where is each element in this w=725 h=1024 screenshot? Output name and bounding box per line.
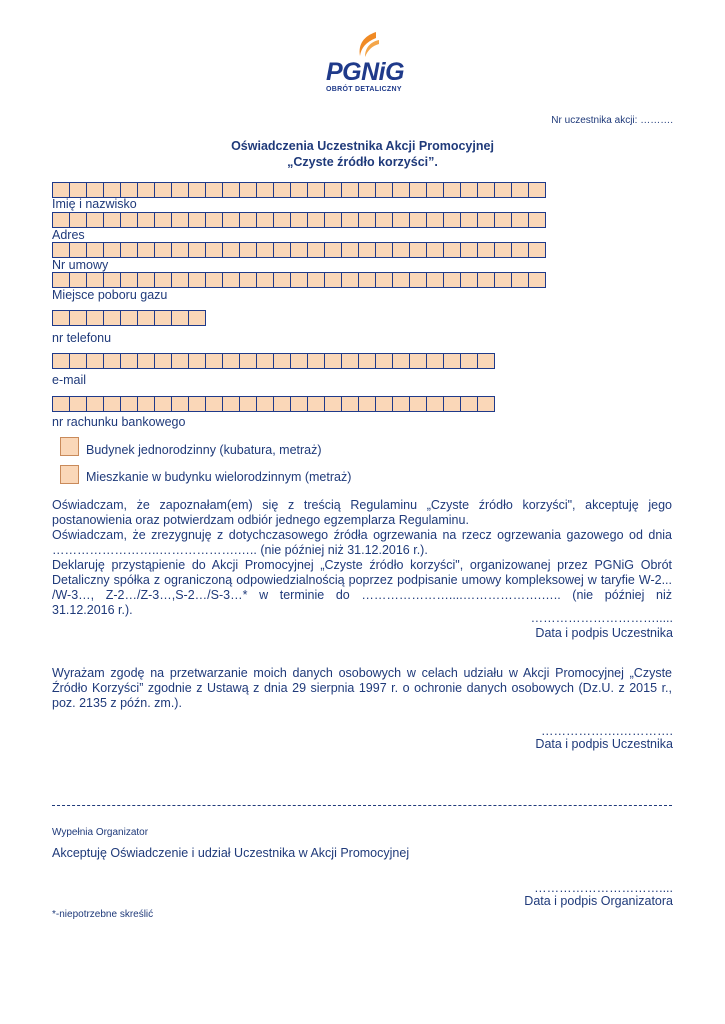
char-box[interactable] bbox=[69, 212, 87, 228]
char-box[interactable] bbox=[409, 396, 427, 412]
char-box[interactable] bbox=[511, 242, 529, 258]
flat-checkbox[interactable] bbox=[60, 465, 79, 484]
char-box[interactable] bbox=[375, 212, 393, 228]
name-label: Imię i nazwisko bbox=[52, 197, 137, 211]
logo-subtitle: OBRÓT DETALICZNY bbox=[326, 86, 402, 93]
char-box[interactable] bbox=[409, 272, 427, 288]
char-box[interactable] bbox=[477, 212, 495, 228]
char-box[interactable] bbox=[69, 272, 87, 288]
char-box[interactable] bbox=[443, 272, 461, 288]
char-box[interactable] bbox=[511, 182, 529, 198]
char-box[interactable] bbox=[103, 310, 121, 326]
char-box[interactable] bbox=[103, 353, 121, 369]
organizer-note: Wypełnia Organizator bbox=[52, 827, 149, 838]
char-box[interactable] bbox=[426, 353, 444, 369]
flame-icon bbox=[352, 30, 382, 60]
char-box[interactable] bbox=[188, 396, 206, 412]
char-box[interactable] bbox=[341, 353, 359, 369]
char-box[interactable] bbox=[256, 353, 274, 369]
char-box[interactable] bbox=[307, 272, 325, 288]
char-box[interactable] bbox=[86, 272, 104, 288]
char-box[interactable] bbox=[154, 182, 172, 198]
char-box[interactable] bbox=[171, 242, 189, 258]
char-box[interactable] bbox=[52, 272, 70, 288]
signature-dots-3: ………………………….... bbox=[534, 881, 673, 895]
house-option-label: Budynek jednorodzinny (kubatura, metraż) bbox=[86, 443, 322, 457]
char-box[interactable] bbox=[86, 353, 104, 369]
char-box[interactable] bbox=[239, 272, 257, 288]
organizer-accept: Akceptuję Oświadczenie i udział Uczestnika w Akcji Promocyjnej bbox=[52, 846, 410, 860]
char-box[interactable] bbox=[341, 212, 359, 228]
char-box[interactable] bbox=[273, 242, 291, 258]
footnote: *-niepotrzebne skreślić bbox=[52, 909, 154, 920]
signature-label-2: Data i podpis Uczestnika bbox=[535, 737, 673, 751]
char-box[interactable] bbox=[188, 242, 206, 258]
char-box[interactable] bbox=[392, 182, 410, 198]
char-box[interactable] bbox=[120, 272, 138, 288]
char-box[interactable] bbox=[69, 310, 87, 326]
char-box[interactable] bbox=[477, 182, 495, 198]
char-box[interactable] bbox=[137, 396, 155, 412]
char-box[interactable] bbox=[443, 353, 461, 369]
char-box[interactable] bbox=[171, 182, 189, 198]
char-box[interactable] bbox=[477, 396, 495, 412]
gas-point-boxes[interactable] bbox=[52, 272, 545, 288]
char-box[interactable] bbox=[239, 182, 257, 198]
char-box[interactable] bbox=[273, 396, 291, 412]
char-box[interactable] bbox=[188, 182, 206, 198]
page-title: Oświadczenia Uczestnika Akcji Promocyjnej bbox=[231, 139, 494, 153]
char-box[interactable] bbox=[103, 212, 121, 228]
char-box[interactable] bbox=[409, 182, 427, 198]
char-box[interactable] bbox=[120, 396, 138, 412]
char-box[interactable] bbox=[86, 182, 104, 198]
char-box[interactable] bbox=[494, 242, 512, 258]
char-box[interactable] bbox=[154, 272, 172, 288]
contract-label: Nr umowy bbox=[52, 258, 109, 272]
char-box[interactable] bbox=[426, 182, 444, 198]
char-box[interactable] bbox=[341, 272, 359, 288]
char-box[interactable] bbox=[324, 242, 342, 258]
char-box[interactable] bbox=[494, 212, 512, 228]
char-box[interactable] bbox=[290, 272, 308, 288]
char-box[interactable] bbox=[426, 396, 444, 412]
char-box[interactable] bbox=[86, 396, 104, 412]
char-box[interactable] bbox=[120, 242, 138, 258]
char-box[interactable] bbox=[137, 242, 155, 258]
signature-dots-1: …………………………..... bbox=[530, 611, 673, 625]
char-box[interactable] bbox=[273, 182, 291, 198]
char-box[interactable] bbox=[120, 353, 138, 369]
char-box[interactable] bbox=[69, 242, 87, 258]
char-box[interactable] bbox=[222, 242, 240, 258]
char-box[interactable] bbox=[392, 242, 410, 258]
char-box[interactable] bbox=[511, 212, 529, 228]
declaration-join: Deklaruję przystąpienie do Akcji Promocyjnej „Czyste źródło korzyści", organizowanej przez PGNiG Obrót Detaliczny spółka z ograniczoną odpowiedzialnością poprzez podpisanie umowy kompleksowej w taryfie W-2... /W-3…, Z-2…/Z-3…,S-2…/S-3…* w terminie do …………………....……………….….. (nie później niż 31.12.2016 r.). bbox=[52, 558, 672, 617]
char-box[interactable] bbox=[528, 242, 546, 258]
char-box[interactable] bbox=[256, 242, 274, 258]
char-box[interactable] bbox=[205, 396, 223, 412]
char-box[interactable] bbox=[290, 182, 308, 198]
char-box[interactable] bbox=[392, 353, 410, 369]
char-box[interactable] bbox=[477, 353, 495, 369]
char-box[interactable] bbox=[188, 310, 206, 326]
char-box[interactable] bbox=[137, 353, 155, 369]
char-box[interactable] bbox=[52, 182, 70, 198]
char-box[interactable] bbox=[375, 396, 393, 412]
gas-point-label: Miejsce poboru gazu bbox=[52, 288, 168, 302]
char-box[interactable] bbox=[137, 310, 155, 326]
char-box[interactable] bbox=[409, 212, 427, 228]
char-box[interactable] bbox=[256, 182, 274, 198]
char-box[interactable] bbox=[154, 242, 172, 258]
char-box[interactable] bbox=[477, 272, 495, 288]
char-box[interactable] bbox=[154, 310, 172, 326]
char-box[interactable] bbox=[290, 353, 308, 369]
char-box[interactable] bbox=[341, 242, 359, 258]
char-box[interactable] bbox=[52, 310, 70, 326]
house-checkbox[interactable] bbox=[60, 437, 79, 456]
char-box[interactable] bbox=[86, 242, 104, 258]
char-box[interactable] bbox=[477, 242, 495, 258]
char-box[interactable] bbox=[103, 182, 121, 198]
char-box[interactable] bbox=[52, 353, 70, 369]
char-box[interactable] bbox=[307, 396, 325, 412]
char-box[interactable] bbox=[171, 310, 189, 326]
char-box[interactable] bbox=[426, 272, 444, 288]
address-boxes[interactable] bbox=[52, 212, 545, 228]
char-box[interactable] bbox=[222, 182, 240, 198]
char-box[interactable] bbox=[494, 182, 512, 198]
char-box[interactable] bbox=[358, 272, 376, 288]
address-label: Adres bbox=[52, 228, 85, 242]
flat-option-label: Mieszkanie w budynku wielorodzinnym (metraż) bbox=[86, 470, 352, 484]
char-box[interactable] bbox=[120, 182, 138, 198]
signature-label-1: Data i podpis Uczestnika bbox=[535, 626, 673, 640]
char-box[interactable] bbox=[239, 212, 257, 228]
char-box[interactable] bbox=[273, 353, 291, 369]
phone-label: nr telefonu bbox=[52, 331, 112, 345]
char-box[interactable] bbox=[324, 396, 342, 412]
char-box[interactable] bbox=[222, 272, 240, 288]
char-box[interactable] bbox=[511, 272, 529, 288]
char-box[interactable] bbox=[392, 212, 410, 228]
char-box[interactable] bbox=[392, 396, 410, 412]
char-box[interactable] bbox=[460, 272, 478, 288]
char-box[interactable] bbox=[137, 182, 155, 198]
char-box[interactable] bbox=[443, 242, 461, 258]
char-box[interactable] bbox=[69, 396, 87, 412]
char-box[interactable] bbox=[324, 272, 342, 288]
char-box[interactable] bbox=[205, 212, 223, 228]
char-box[interactable] bbox=[171, 396, 189, 412]
char-box[interactable] bbox=[188, 212, 206, 228]
char-box[interactable] bbox=[205, 353, 223, 369]
participant-number: Nr uczestnika akcji: ………. bbox=[551, 115, 673, 126]
char-box[interactable] bbox=[103, 272, 121, 288]
char-box[interactable] bbox=[137, 212, 155, 228]
char-box[interactable] bbox=[375, 272, 393, 288]
char-box[interactable] bbox=[324, 353, 342, 369]
email-label: e-mail bbox=[52, 373, 87, 387]
char-box[interactable] bbox=[256, 396, 274, 412]
char-box[interactable] bbox=[154, 212, 172, 228]
email-boxes[interactable] bbox=[52, 353, 494, 369]
name-boxes[interactable] bbox=[52, 182, 545, 198]
char-box[interactable] bbox=[69, 353, 87, 369]
bank-boxes[interactable] bbox=[52, 396, 494, 412]
char-box[interactable] bbox=[324, 212, 342, 228]
char-box[interactable] bbox=[273, 272, 291, 288]
contract-boxes[interactable] bbox=[52, 242, 545, 258]
char-box[interactable] bbox=[460, 212, 478, 228]
char-box[interactable] bbox=[494, 272, 512, 288]
char-box[interactable] bbox=[256, 272, 274, 288]
char-box[interactable] bbox=[239, 396, 257, 412]
char-box[interactable] bbox=[86, 212, 104, 228]
page-subtitle: „Czyste źródło korzyści”. bbox=[287, 155, 438, 169]
char-box[interactable] bbox=[86, 310, 104, 326]
cut-line bbox=[52, 805, 672, 806]
char-box[interactable] bbox=[443, 396, 461, 412]
char-box[interactable] bbox=[409, 242, 427, 258]
consent-text: Wyrażam zgodę na przetwarzanie moich danych osobowych w celach udziału w Akcji Promocyjnej „Czyste Źródło Korzyści” zgodnie z Ustawą z dnia 29 sierpnia 1997 r. o ochronie danych osobowych (Dz.U. z 2015 r., poz. 2135 z późn. zm.). bbox=[52, 666, 672, 710]
char-box[interactable] bbox=[460, 396, 478, 412]
char-box[interactable] bbox=[205, 242, 223, 258]
char-box[interactable] bbox=[358, 212, 376, 228]
char-box[interactable] bbox=[290, 242, 308, 258]
char-box[interactable] bbox=[120, 310, 138, 326]
char-box[interactable] bbox=[392, 272, 410, 288]
char-box[interactable] bbox=[324, 182, 342, 198]
char-box[interactable] bbox=[154, 396, 172, 412]
char-box[interactable] bbox=[171, 272, 189, 288]
char-box[interactable] bbox=[528, 212, 546, 228]
char-box[interactable] bbox=[239, 242, 257, 258]
char-box[interactable] bbox=[222, 396, 240, 412]
char-box[interactable] bbox=[52, 396, 70, 412]
char-box[interactable] bbox=[52, 212, 70, 228]
char-box[interactable] bbox=[460, 242, 478, 258]
char-box[interactable] bbox=[273, 212, 291, 228]
char-box[interactable] bbox=[460, 353, 478, 369]
char-box[interactable] bbox=[222, 212, 240, 228]
char-box[interactable] bbox=[307, 242, 325, 258]
char-box[interactable] bbox=[69, 182, 87, 198]
logo-wordmark: PGNiG bbox=[326, 58, 405, 86]
char-box[interactable] bbox=[307, 353, 325, 369]
char-box[interactable] bbox=[205, 182, 223, 198]
char-box[interactable] bbox=[120, 212, 138, 228]
char-box[interactable] bbox=[528, 272, 546, 288]
char-box[interactable] bbox=[52, 242, 70, 258]
char-box[interactable] bbox=[256, 212, 274, 228]
char-box[interactable] bbox=[188, 353, 206, 369]
char-box[interactable] bbox=[375, 182, 393, 198]
char-box[interactable] bbox=[171, 212, 189, 228]
pgnig-logo bbox=[322, 30, 405, 96]
char-box[interactable] bbox=[426, 212, 444, 228]
char-box[interactable] bbox=[222, 353, 240, 369]
char-box[interactable] bbox=[358, 353, 376, 369]
signature-label-3: Data i podpis Organizatora bbox=[524, 894, 673, 908]
char-box[interactable] bbox=[409, 353, 427, 369]
char-box[interactable] bbox=[103, 242, 121, 258]
declaration-heating: Oświadczam, że zrezygnuję z dotychczasowego źródła ogrzewania na rzecz ogrzewania gazowego od dnia ……………………..……………….….. (nie później niż 31.12.2016 r.). bbox=[52, 528, 672, 557]
char-box[interactable] bbox=[443, 212, 461, 228]
char-box[interactable] bbox=[103, 396, 121, 412]
char-box[interactable] bbox=[307, 212, 325, 228]
char-box[interactable] bbox=[358, 242, 376, 258]
declaration-regulations: Oświadczam, że zapoznałam(em) się z treścią Regulaminu „Czyste źródło korzyści", akceptuję jego postanowienia oraz potwierdzam odbiór jednego egzemplarza Regulaminu. bbox=[52, 498, 672, 527]
char-box[interactable] bbox=[375, 242, 393, 258]
char-box[interactable] bbox=[443, 182, 461, 198]
char-box[interactable] bbox=[171, 353, 189, 369]
char-box[interactable] bbox=[290, 396, 308, 412]
char-box[interactable] bbox=[307, 182, 325, 198]
char-box[interactable] bbox=[375, 353, 393, 369]
char-box[interactable] bbox=[154, 353, 172, 369]
char-box[interactable] bbox=[358, 182, 376, 198]
phone-boxes[interactable] bbox=[52, 310, 205, 326]
char-box[interactable] bbox=[426, 242, 444, 258]
char-box[interactable] bbox=[528, 182, 546, 198]
char-box[interactable] bbox=[341, 396, 359, 412]
char-box[interactable] bbox=[341, 182, 359, 198]
declaration-block bbox=[52, 498, 672, 618]
bank-label: nr rachunku bankowego bbox=[52, 415, 186, 429]
char-box[interactable] bbox=[239, 353, 257, 369]
char-box[interactable] bbox=[358, 396, 376, 412]
char-box[interactable] bbox=[188, 272, 206, 288]
signature-dots-2: ……………….…………. bbox=[541, 724, 673, 738]
char-box[interactable] bbox=[205, 272, 223, 288]
char-box[interactable] bbox=[460, 182, 478, 198]
char-box[interactable] bbox=[137, 272, 155, 288]
char-box[interactable] bbox=[290, 212, 308, 228]
